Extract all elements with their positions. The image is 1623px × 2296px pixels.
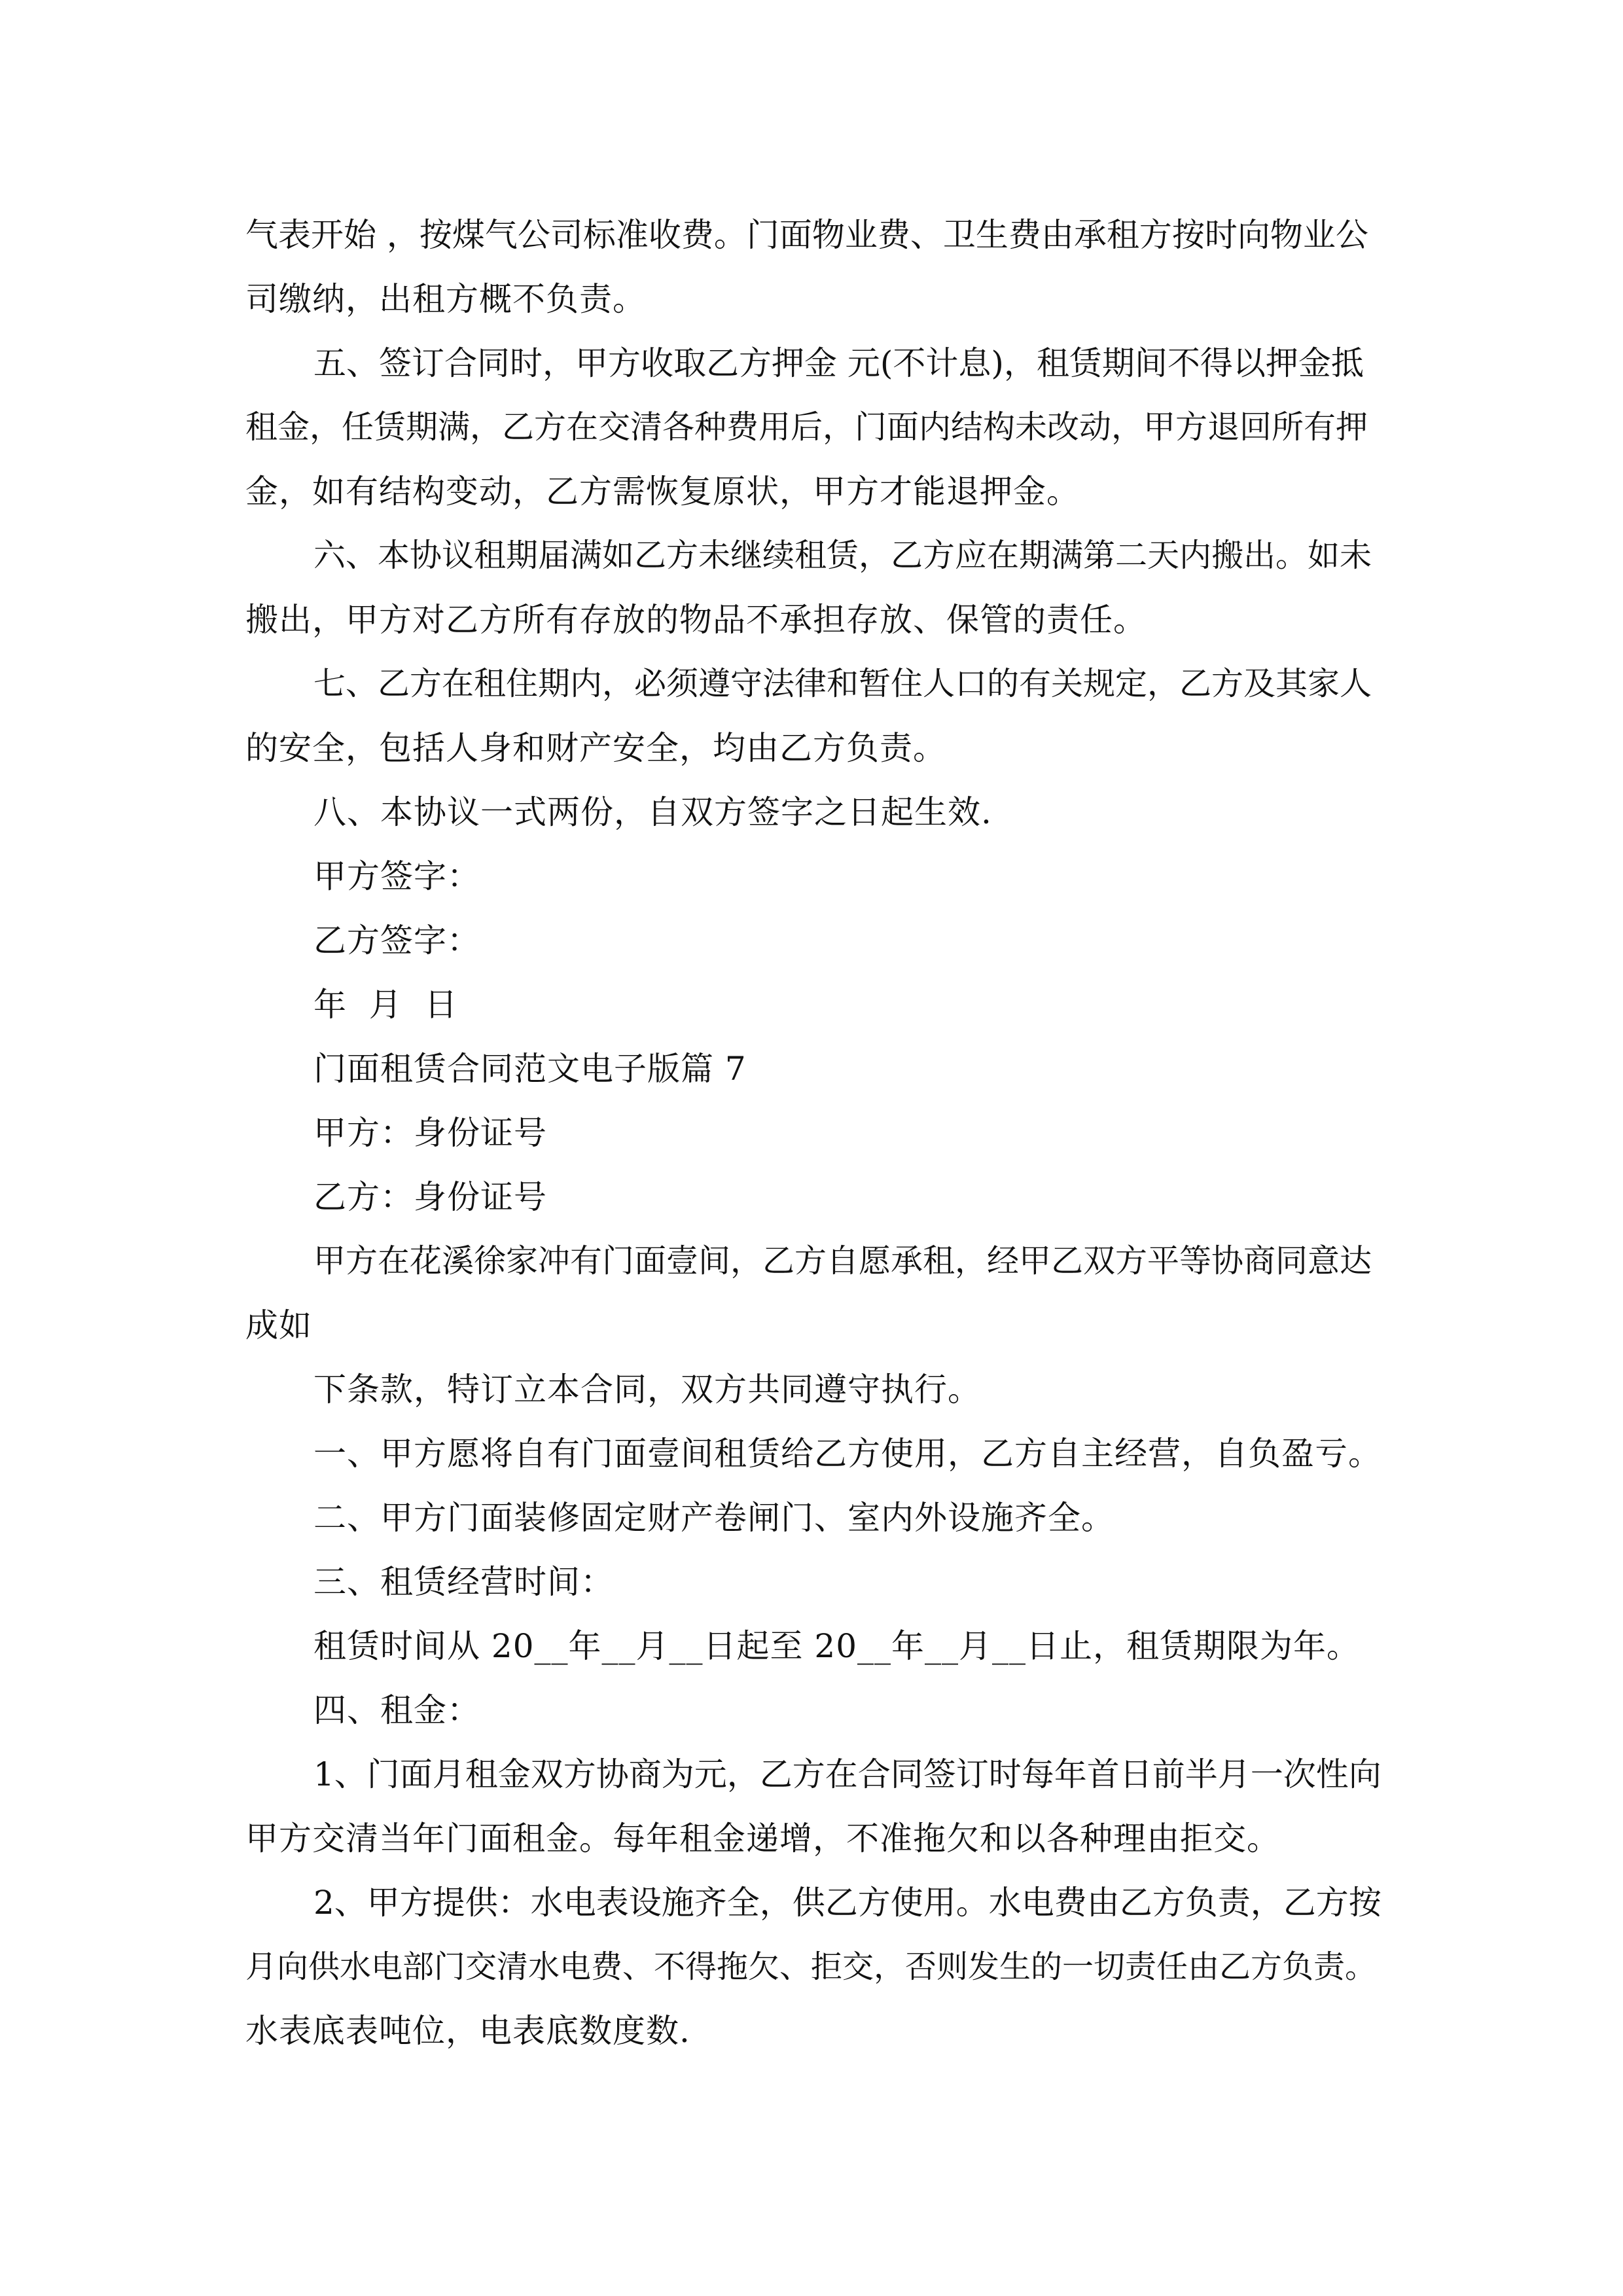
text-line: 租金，任赁期满，乙方在交清各种费用后，门面内结构未改动，甲方退回所有押 [245,408,1368,446]
text-line: 六、本协议租期届满如乙方未继续租赁，乙方应在期满第二天内搬出。如未 [313,537,1372,574]
text-line: 甲方：身份证号 [313,1114,547,1152]
text-line: 乙方：身份证号 [313,1178,547,1216]
text-line: 八、本协议一式两份，自双方签字之日起生效. [313,793,992,831]
text-line: 三、租赁经营时间： [313,1563,614,1601]
text-line: 的安全，包括人身和财产安全，均由乙方负责。 [245,729,946,767]
text-line: 司缴纳，出租方概不负责。 [245,280,646,318]
text-line: 甲方交清当年门面租金。每年租金递增，不准拖欠和以各种理由拒交。 [245,1820,1280,1857]
text-line: 气表开始 ，按煤气公司标准收费。门面物业费、卫生费由承租方按时向物业公 [245,216,1368,254]
text-line: 五、签订合同时，甲方收取乙方押金 元(不计息)，租赁期间不得以押金抵 [313,344,1364,382]
text-line: 七、乙方在租住期内，必须遵守法律和暂住人口的有关规定，乙方及其家人 [313,665,1372,702]
text-line: 月向供水电部门交清水电费、不得拖欠、拒交，否则发生的一切责任由乙方负责。 [245,1948,1377,1985]
text-line: 金，如有结构变动，乙方需恢复原状，甲方才能退押金。 [245,473,1080,511]
text-line: 甲方在花溪徐家冲有门面壹间，乙方自愿承租，经甲乙双方平等协商同意达 [313,1242,1372,1280]
document-body [245,203,1384,2063]
text-line: 四、租金： [313,1691,480,1729]
date-line: 年 月 日 [313,986,458,1024]
text-line: 一、甲方愿将自有门面壹间租赁给乙方使用，乙方自主经营，自负盈亏。 [313,1435,1382,1473]
text-line: 成如 [245,1306,312,1344]
text-line: 水表底表吨位，电表底数度数. [245,2012,690,2050]
text-line: 租赁时间从 20__年__月__日起至 20__年__月__日止，租赁期限为年。 [313,1627,1361,1665]
text-line: 搬出，甲方对乙方所有存放的物品不承担存放、保管的责任。 [245,601,1147,639]
section-title: 门面租赁合同范文电子版篇 7 [313,1050,747,1088]
text-line: 2、甲方提供：水电表设施齐全，供乙方使用。水电费由乙方负责，乙方按 [313,1884,1382,1922]
signature-label-party-b: 乙方签字： [313,922,480,960]
text-line: 二、甲方门面装修固定财产卷闸门、室内外设施齐全。 [313,1499,1115,1537]
text-line: 1、门面月租金双方协商为元，乙方在合同签订时每年首日前半月一次性向 [313,1755,1382,1793]
text-line: 下条款，特订立本合同，双方共同遵守执行。 [313,1371,981,1408]
signature-label-party-a: 甲方签字： [313,857,480,895]
